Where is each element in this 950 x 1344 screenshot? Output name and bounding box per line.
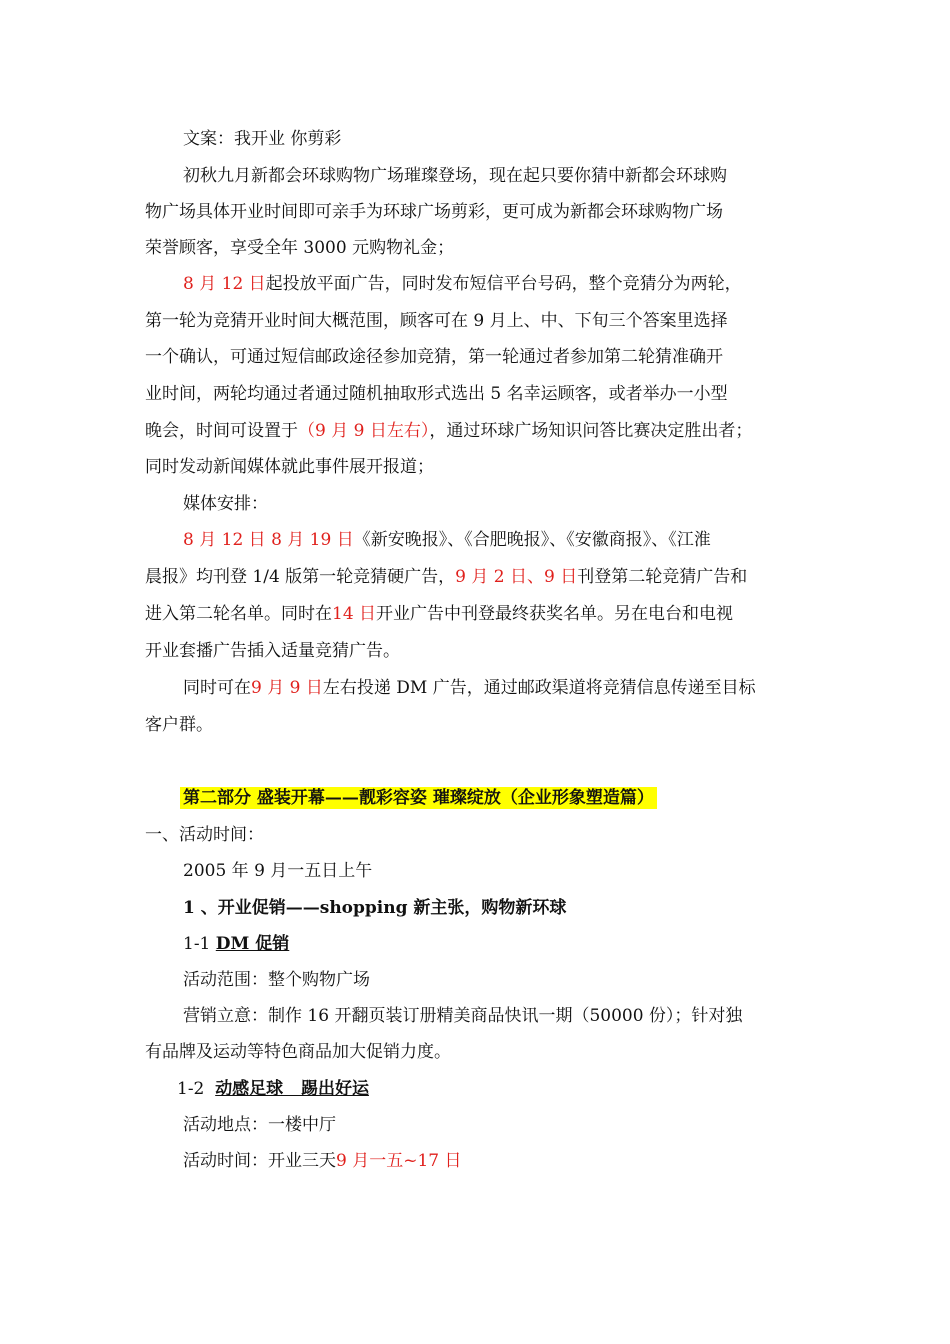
text-run: 同时可在 [183, 678, 251, 698]
paragraph-line [183, 273, 742, 295]
highlighted-date: 9 月 2 日、9 日 [455, 567, 578, 587]
section-number: 1-2 [177, 1079, 216, 1099]
paragraph-line: 开业套播广告插入适量竞猜广告。 [145, 641, 400, 661]
text-run: 左右投递 DM 广告，通过邮政渠道将竞猜信息传递至目标 [322, 678, 756, 698]
paragraph-line: 荣誉顾客，享受全年 3000 元购物礼金； [145, 238, 455, 258]
highlighted-date: 8 月 12 日 8 月 19 日 [183, 530, 354, 550]
subsection-heading [177, 1078, 369, 1100]
underlined-title: DM 促销 [215, 934, 290, 954]
section-number: 1-1 [183, 934, 216, 954]
highlighted-heading: 第二部分 盛装开幕——靓彩容姿 璀璨绽放（企业形象塑造篇） [180, 787, 657, 809]
text-run: 刊登第二轮竞猜广告和 [577, 567, 748, 587]
paragraph-line: 第一轮为竞猜开业时间大概范围，顾客可在 9 月上、中、下旬三个答案里选择 [145, 311, 728, 331]
paragraph-line [145, 566, 747, 588]
paragraph-line: 同时发动新闻媒体就此事件展开报道； [145, 457, 434, 477]
paragraph-line: 一个确认，可通过短信邮政途径参加竞猜，第一轮通过者参加第二轮猜准确开 [145, 347, 723, 367]
subsection-heading: 1 、开业促销——shopping 新主张，购物新环球 [183, 898, 567, 918]
paragraph-line: 有品牌及运动等特色商品加大促销力度。 [145, 1042, 451, 1062]
underlined-title: 动感足球 踢出好运 [215, 1079, 369, 1099]
paragraph-line [183, 677, 756, 699]
text-run: ，通过环球广场知识问答比赛决定胜出者； [429, 421, 753, 441]
highlighted-date: 9 月一五~17 日 [336, 1151, 462, 1171]
paragraph-line: 营销立意：制作 16 开翻页装订册精美商品快讯一期（50000 份）；针对独 [183, 1006, 743, 1026]
text-run: 起投放平面广告，同时发布短信平台号码，整个竞猜分为两轮， [265, 274, 742, 294]
text-run: 活动时间：开业三天 [183, 1151, 336, 1171]
text-run: 开业广告中刊登最终获奖名单。另在电台和电视 [376, 604, 734, 624]
paragraph-line [183, 529, 711, 551]
highlighted-date: （9 月 9 日左右） [298, 421, 430, 441]
highlighted-date: 14 日 [332, 604, 377, 624]
media-title: 媒体安排： [183, 494, 268, 514]
paragraph-line: 业时间，两轮均通过者通过随机抽取形式选出 5 名幸运顾客，或者举办一小型 [145, 384, 728, 404]
highlighted-date: 8 月 12 日 [183, 274, 266, 294]
paragraph-line: 初秋九月新都会环球购物广场璀璨登场，现在起只要你猜中新都会环球购 [183, 166, 727, 186]
paragraph-line: 活动范围：整个购物广场 [183, 970, 370, 990]
activity-time-value: 2005 年 9 月一五日上午 [183, 861, 373, 881]
paragraph-line: 活动地点：一楼中厅 [183, 1115, 336, 1135]
text-run: 《新安晚报》、《合肥晚报》、《安徽商报》、《江淮 [353, 530, 711, 550]
paragraph-line [183, 1150, 462, 1172]
text-run: 晨报》均刊登 1/4 版第一轮竞猜硬广告， [145, 567, 456, 587]
subsection-heading [183, 933, 289, 955]
copy-title: 文案：我开业 你剪彩 [183, 129, 342, 149]
highlighted-date: 9 月 9 日 [251, 678, 323, 698]
paragraph-line [145, 603, 733, 625]
activity-time-label: 一、活动时间： [145, 825, 264, 845]
paragraph-line [145, 420, 752, 442]
paragraph-line: 物广场具体开业时间即可亲手为环球广场剪彩，更可成为新都会环球购物广场 [145, 202, 723, 222]
text-run: 进入第二轮名单。同时在 [145, 604, 332, 624]
paragraph-line: 客户群。 [145, 715, 213, 735]
text-run: 晚会，时间可设置于 [145, 421, 298, 441]
section-heading [180, 787, 657, 809]
